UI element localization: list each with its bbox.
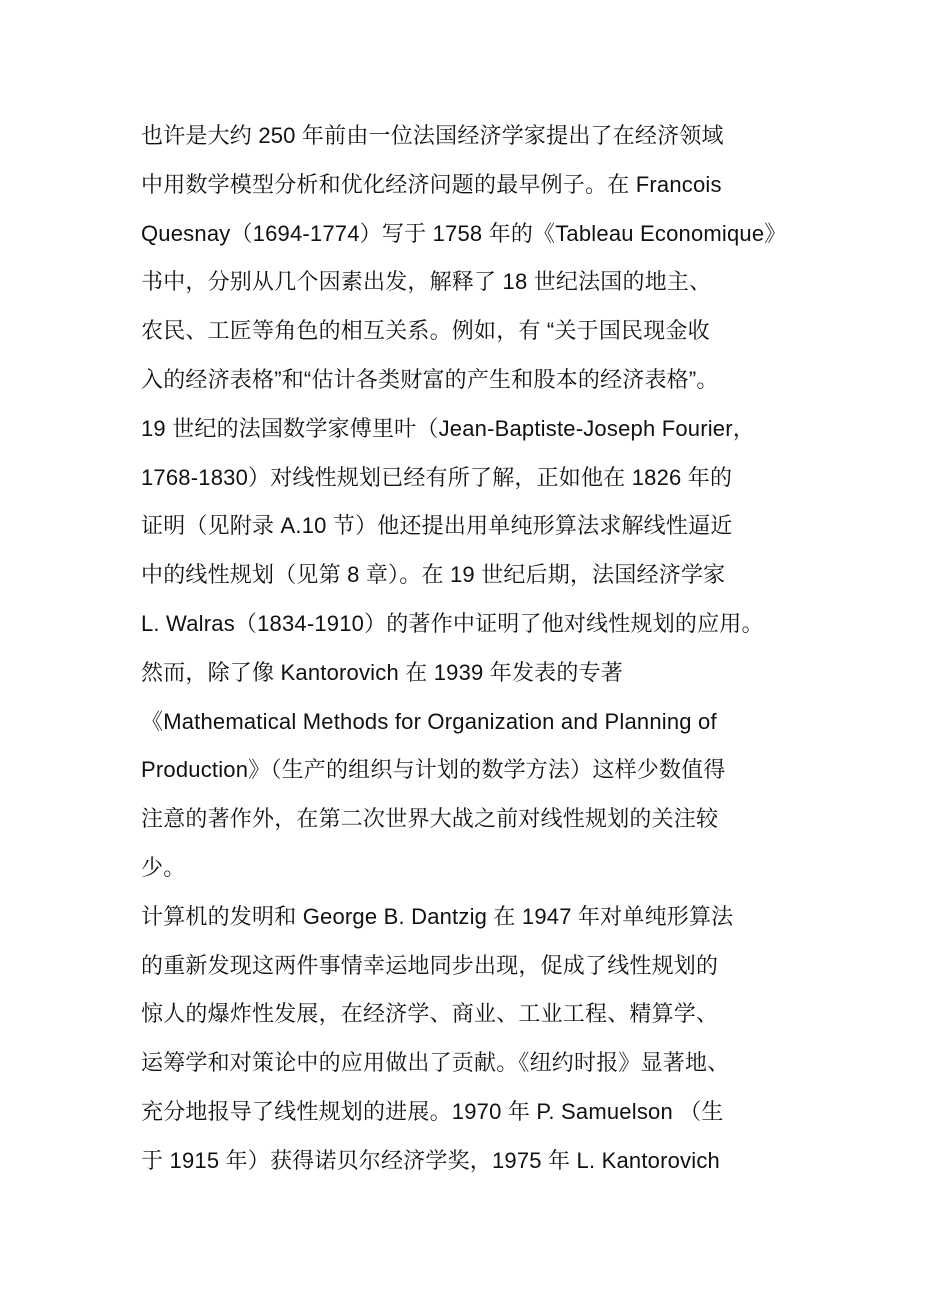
text-line: 于 1915 年）获得诺贝尔经济学奖，1975 年 L. Kantorovich bbox=[141, 1147, 720, 1173]
text-line: 也许是大约 250 年前由一位法国经济学家提出了在经济领域 bbox=[141, 123, 724, 148]
text-line: 惊人的爆炸性发展，在经济学、商业、工业工程、精算学、 bbox=[141, 1001, 719, 1027]
text-line: 运筹学和对策论中的应用做出了贡献。《纽约时报》显著地、 bbox=[141, 1050, 730, 1076]
text-line: 然而，除了像 Kantorovich 在 1939 年发表的专著 bbox=[141, 659, 623, 685]
text-line: L. Walras（1834-1910）的著作中证明了他对线性规划的应用。 bbox=[141, 610, 764, 636]
text-line: 19 世纪的法国数学家傅里叶（Jean-Baptiste-Joseph Fourier， bbox=[141, 415, 755, 441]
text-line: 的重新发现这两件事情幸运地同步出现，促成了线性规划的 bbox=[141, 952, 719, 978]
text-line: 证明（见附录 A.10 节）他还提出用单纯形算法求解线性逼近 bbox=[141, 513, 733, 539]
text-line: Production》（生产的组织与计划的数学方法）这样少数值得 bbox=[141, 757, 726, 783]
text-line: 充分地报导了线性规划的进展。1970 年 P. Samuelson （生 bbox=[141, 1098, 724, 1124]
text-line: 中的线性规划（见第 8 章）。在 19 世纪后期，法国经济学家 bbox=[141, 562, 726, 588]
text-line: 书中，分别从几个因素出发，解释了 18 世纪法国的地主、 bbox=[141, 269, 712, 295]
text-line: 少。 bbox=[141, 854, 186, 880]
text-line: 农民、工匠等角色的相互关系。例如，有 “关于国民现金收 bbox=[141, 318, 710, 344]
text-line: 计算机的发明和 George B. Dantzig 在 1947 年对单纯形算法 bbox=[141, 903, 734, 929]
text-line: 1768-1830）对线性规划已经有所了解，正如他在 1826 年的 bbox=[141, 464, 733, 490]
text-line: 中用数学模型分析和优化经济问题的最早例子。在 Francois bbox=[141, 171, 722, 197]
text-line: 《Mathematical Methods for Organization and Planning of bbox=[141, 708, 717, 734]
text-line: 入的经济表格”和“估计各类财富的产生和股本的经济表格”。 bbox=[141, 366, 719, 392]
text-line: Quesnay（1694-1774）写于 1758 年的《Tableau Economique》 bbox=[141, 220, 787, 246]
text-line: 注意的著作外，在第二次世界大战之前对线性规划的关注较 bbox=[141, 806, 719, 832]
body-text bbox=[141, 112, 801, 1186]
